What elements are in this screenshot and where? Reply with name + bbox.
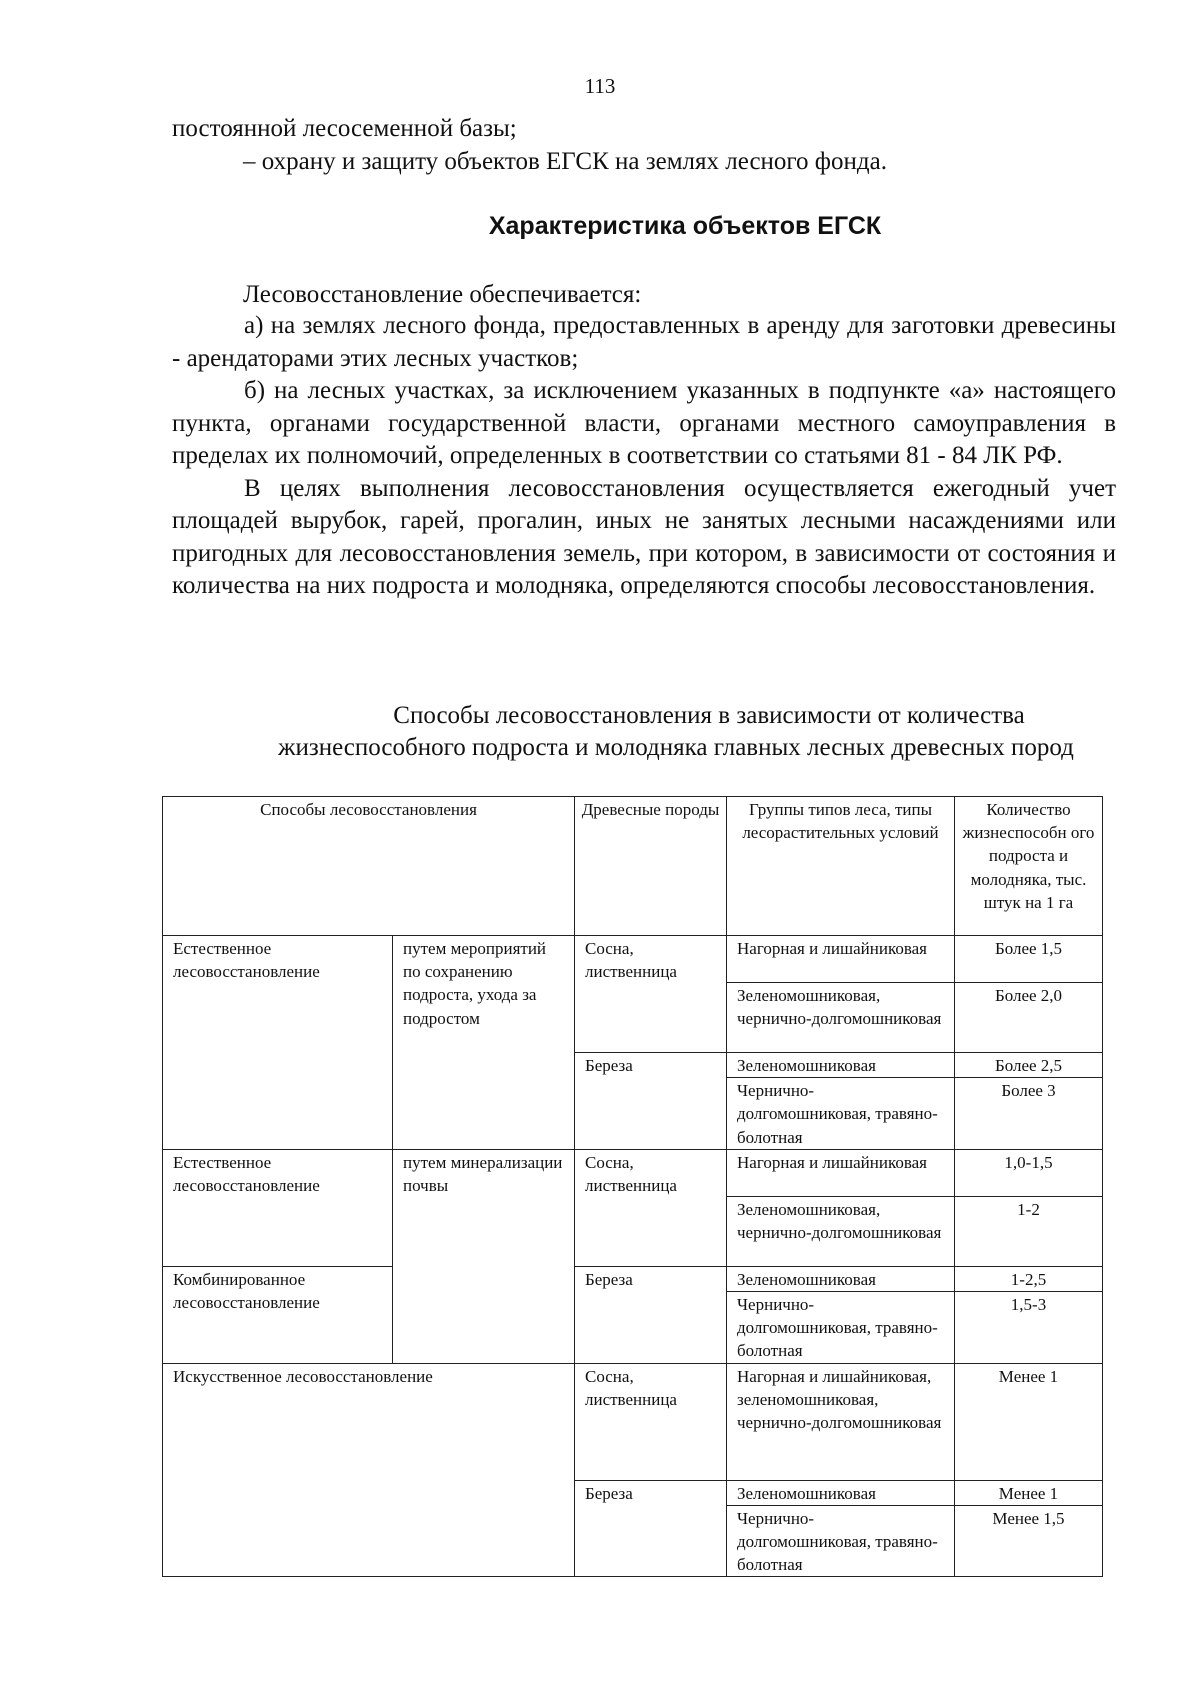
table-header-row — [163, 797, 1103, 936]
method-way-cell: путем минерализации почвы — [393, 1149, 575, 1363]
quantity-cell: 1-2 — [955, 1196, 1103, 1266]
forest-type-cell: Зеленомошниковая, чернично-долгомошниковая — [727, 983, 955, 1053]
method-cell: Комбинированное лесовосстановление — [163, 1266, 393, 1363]
species-cell: Сосна, лиственница — [575, 936, 727, 1053]
table-caption-line-2: жизнеспособного подроста и молодняка главных лесных древесных пород — [278, 734, 1074, 761]
method-cell: Естественное лесовосстановление — [163, 1149, 393, 1266]
page-number: 113 — [584, 74, 616, 98]
section-heading: Характеристика объектов ЕГСК — [488, 212, 882, 240]
forest-type-cell: Нагорная и лишайниковая — [727, 1149, 955, 1196]
species-cell: Сосна, лиственница — [575, 1363, 727, 1480]
species-cell: Береза — [575, 1480, 727, 1577]
quantity-cell: Более 2,0 — [955, 983, 1103, 1053]
method-way-cell: путем мероприятий по сохранению подроста, ухода за подростом — [393, 936, 575, 1150]
table-row — [163, 1266, 1103, 1291]
forest-type-cell: Чернично-долгомошниковая, травяно-болотная — [727, 1078, 955, 1150]
header-species: Древесные породы — [575, 797, 727, 936]
forest-type-cell: Зеленомошниковая — [727, 1053, 955, 1078]
intro-line-2: – охрану и защиту объектов ЕГСК на землях лесного фонда. — [243, 148, 887, 175]
species-cell: Береза — [575, 1053, 727, 1150]
forest-type-cell: Нагорная и лишайниковая, зеленомошниковая, чернично-долгомошниковая — [727, 1363, 955, 1480]
quantity-cell: Менее 1,5 — [955, 1505, 1103, 1577]
body-text — [172, 310, 1116, 603]
table-row — [163, 936, 1103, 983]
paragraph-3: б) на лесных участках, за исключением указанных в подпункте «а» настоящего пункта, органами государственной власти, органами местного самоуправления в пределах их полномочий, определенных в соответствии со статьями 81 - 84 ЛК РФ. — [172, 377, 1116, 469]
quantity-cell: 1,0-1,5 — [955, 1149, 1103, 1196]
quantity-cell: Более 3 — [955, 1078, 1103, 1150]
forest-type-cell: Зеленомошниковая — [727, 1480, 955, 1505]
forest-type-cell: Нагорная и лишайниковая — [727, 936, 955, 983]
forest-type-cell: Чернично-долгомошниковая, травяно-болотная — [727, 1292, 955, 1364]
paragraph-4: В целях выполнения лесовосстановления осуществляется ежегодный учет площадей вырубок, гарей, прогалин, иных не занятых лесными насаждениями или пригодных для лесовосстановления земель, при котором, в зависимости от состояния и количества на них подроста и молодняка, определяются способы лесовосстановления. — [172, 474, 1116, 599]
table-row — [163, 1363, 1103, 1480]
forest-type-cell: Зеленомошниковая, чернично-долгомошниковая — [727, 1196, 955, 1266]
quantity-cell: 1-2,5 — [955, 1266, 1103, 1291]
table-caption — [172, 700, 1116, 764]
quantity-cell: 1,5-3 — [955, 1292, 1103, 1364]
quantity-cell: Более 2,5 — [955, 1053, 1103, 1078]
header-forest-types: Группы типов леса, типы лесорастительных условий — [727, 797, 955, 936]
forest-type-cell: Зеленомошниковая — [727, 1266, 955, 1291]
intro-line-1: постоянной лесосеменной базы; — [172, 115, 517, 142]
table-caption-line-1: Способы лесовосстановления в зависимости от количества — [393, 702, 1025, 729]
paragraph-2: а) на землях лесного фонда, предоставленных в аренду для заготовки древесины - арендаторами этих лесных участков; — [172, 312, 1116, 372]
quantity-cell: Более 1,5 — [955, 936, 1103, 983]
quantity-cell: Менее 1 — [955, 1363, 1103, 1480]
header-quantity: Количество жизнеспособн ого подроста и молодняка, тыс. штук на 1 га — [955, 797, 1103, 936]
species-cell: Береза — [575, 1266, 727, 1363]
reforestation-table — [162, 796, 1103, 1577]
quantity-cell: Менее 1 — [955, 1480, 1103, 1505]
method-cell: Естественное лесовосстановление — [163, 936, 393, 1150]
forest-type-cell: Чернично-долгомошниковая, травяно-болотная — [727, 1505, 955, 1577]
header-methods: Способы лесовосстановления — [163, 797, 575, 936]
species-cell: Сосна, лиственница — [575, 1149, 727, 1266]
paragraph-1: Лесовосстановление обеспечивается: — [243, 281, 642, 308]
method-cell: Искусственное лесовосстановление — [163, 1363, 575, 1577]
table-row — [163, 1149, 1103, 1196]
